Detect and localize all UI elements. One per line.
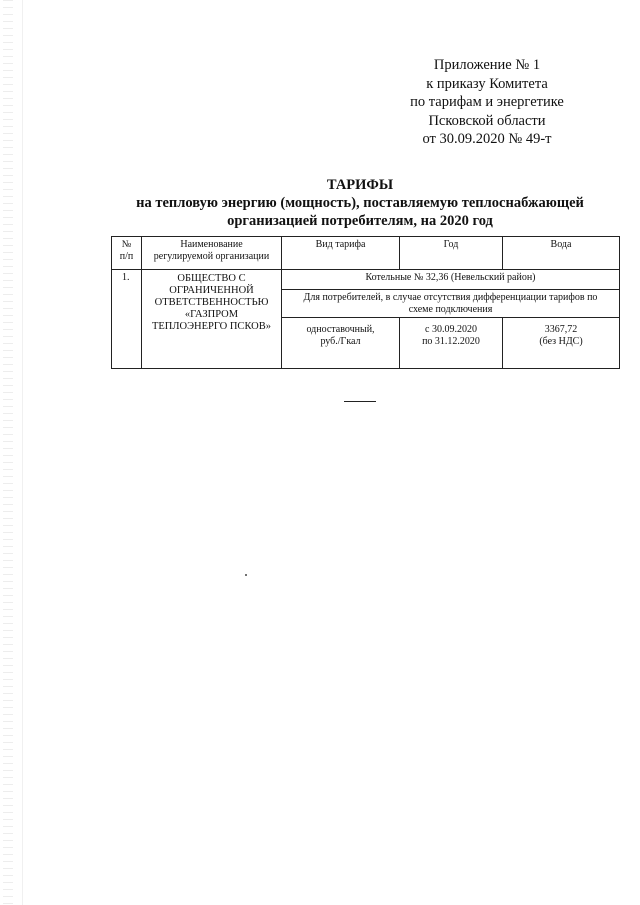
appendix-line-3: по тарифам и энергетике: [410, 94, 564, 110]
tariff-table: [111, 236, 620, 369]
table-row: [112, 270, 620, 290]
boiler-houses: Котельные № 32,36 (Невельский район): [282, 270, 620, 290]
title-line-1: ТАРИФЫ: [326, 177, 394, 193]
table-header-row: [112, 237, 620, 270]
period-value: с 30.09.2020 по 31.12.2020: [400, 318, 503, 369]
appendix-line-1: Приложение № 1: [433, 57, 541, 73]
scan-edge-line: [22, 0, 23, 905]
header-year: Год: [400, 237, 503, 270]
row-number: 1.: [112, 270, 142, 369]
organization-name: ОБЩЕСТВО С ОГРАНИЧЕННОЙ ОТВЕТСТВЕННОСТЬЮ «ГАЗПРОМ ТЕПЛОЭНЕРГО ПСКОВ»: [142, 270, 282, 369]
appendix-line-4: Псковской области: [428, 112, 546, 129]
scan-edge-marks: [3, 0, 13, 905]
document-title: [100, 176, 620, 230]
appendix-line-2: к приказу Комитета: [426, 75, 548, 92]
scan-dot: [245, 574, 247, 576]
consumer-note: Для потребителей, в случае отсутствия дифференциации тарифов по схеме подключения: [282, 290, 620, 318]
title-line-3: организацией потребителям, на 2020 год: [227, 213, 493, 229]
title-line-2: на тепловую энергию (мощность), поставляемую теплоснабжающей: [136, 195, 584, 211]
appendix-header: [382, 56, 592, 149]
water-tariff-value: 3367,72 (без НДС): [503, 318, 620, 369]
header-water: Вода: [503, 237, 620, 270]
end-of-document-line: [344, 401, 376, 402]
header-tariff-type: Вид тарифа: [282, 237, 400, 270]
header-number: № п/п: [112, 237, 142, 270]
header-organization: Наименование регулируемой организации: [142, 237, 282, 270]
tariff-type-value: одноставочный, руб./Гкал: [282, 318, 400, 369]
appendix-line-5: от 30.09.2020 № 49-т: [422, 131, 552, 147]
